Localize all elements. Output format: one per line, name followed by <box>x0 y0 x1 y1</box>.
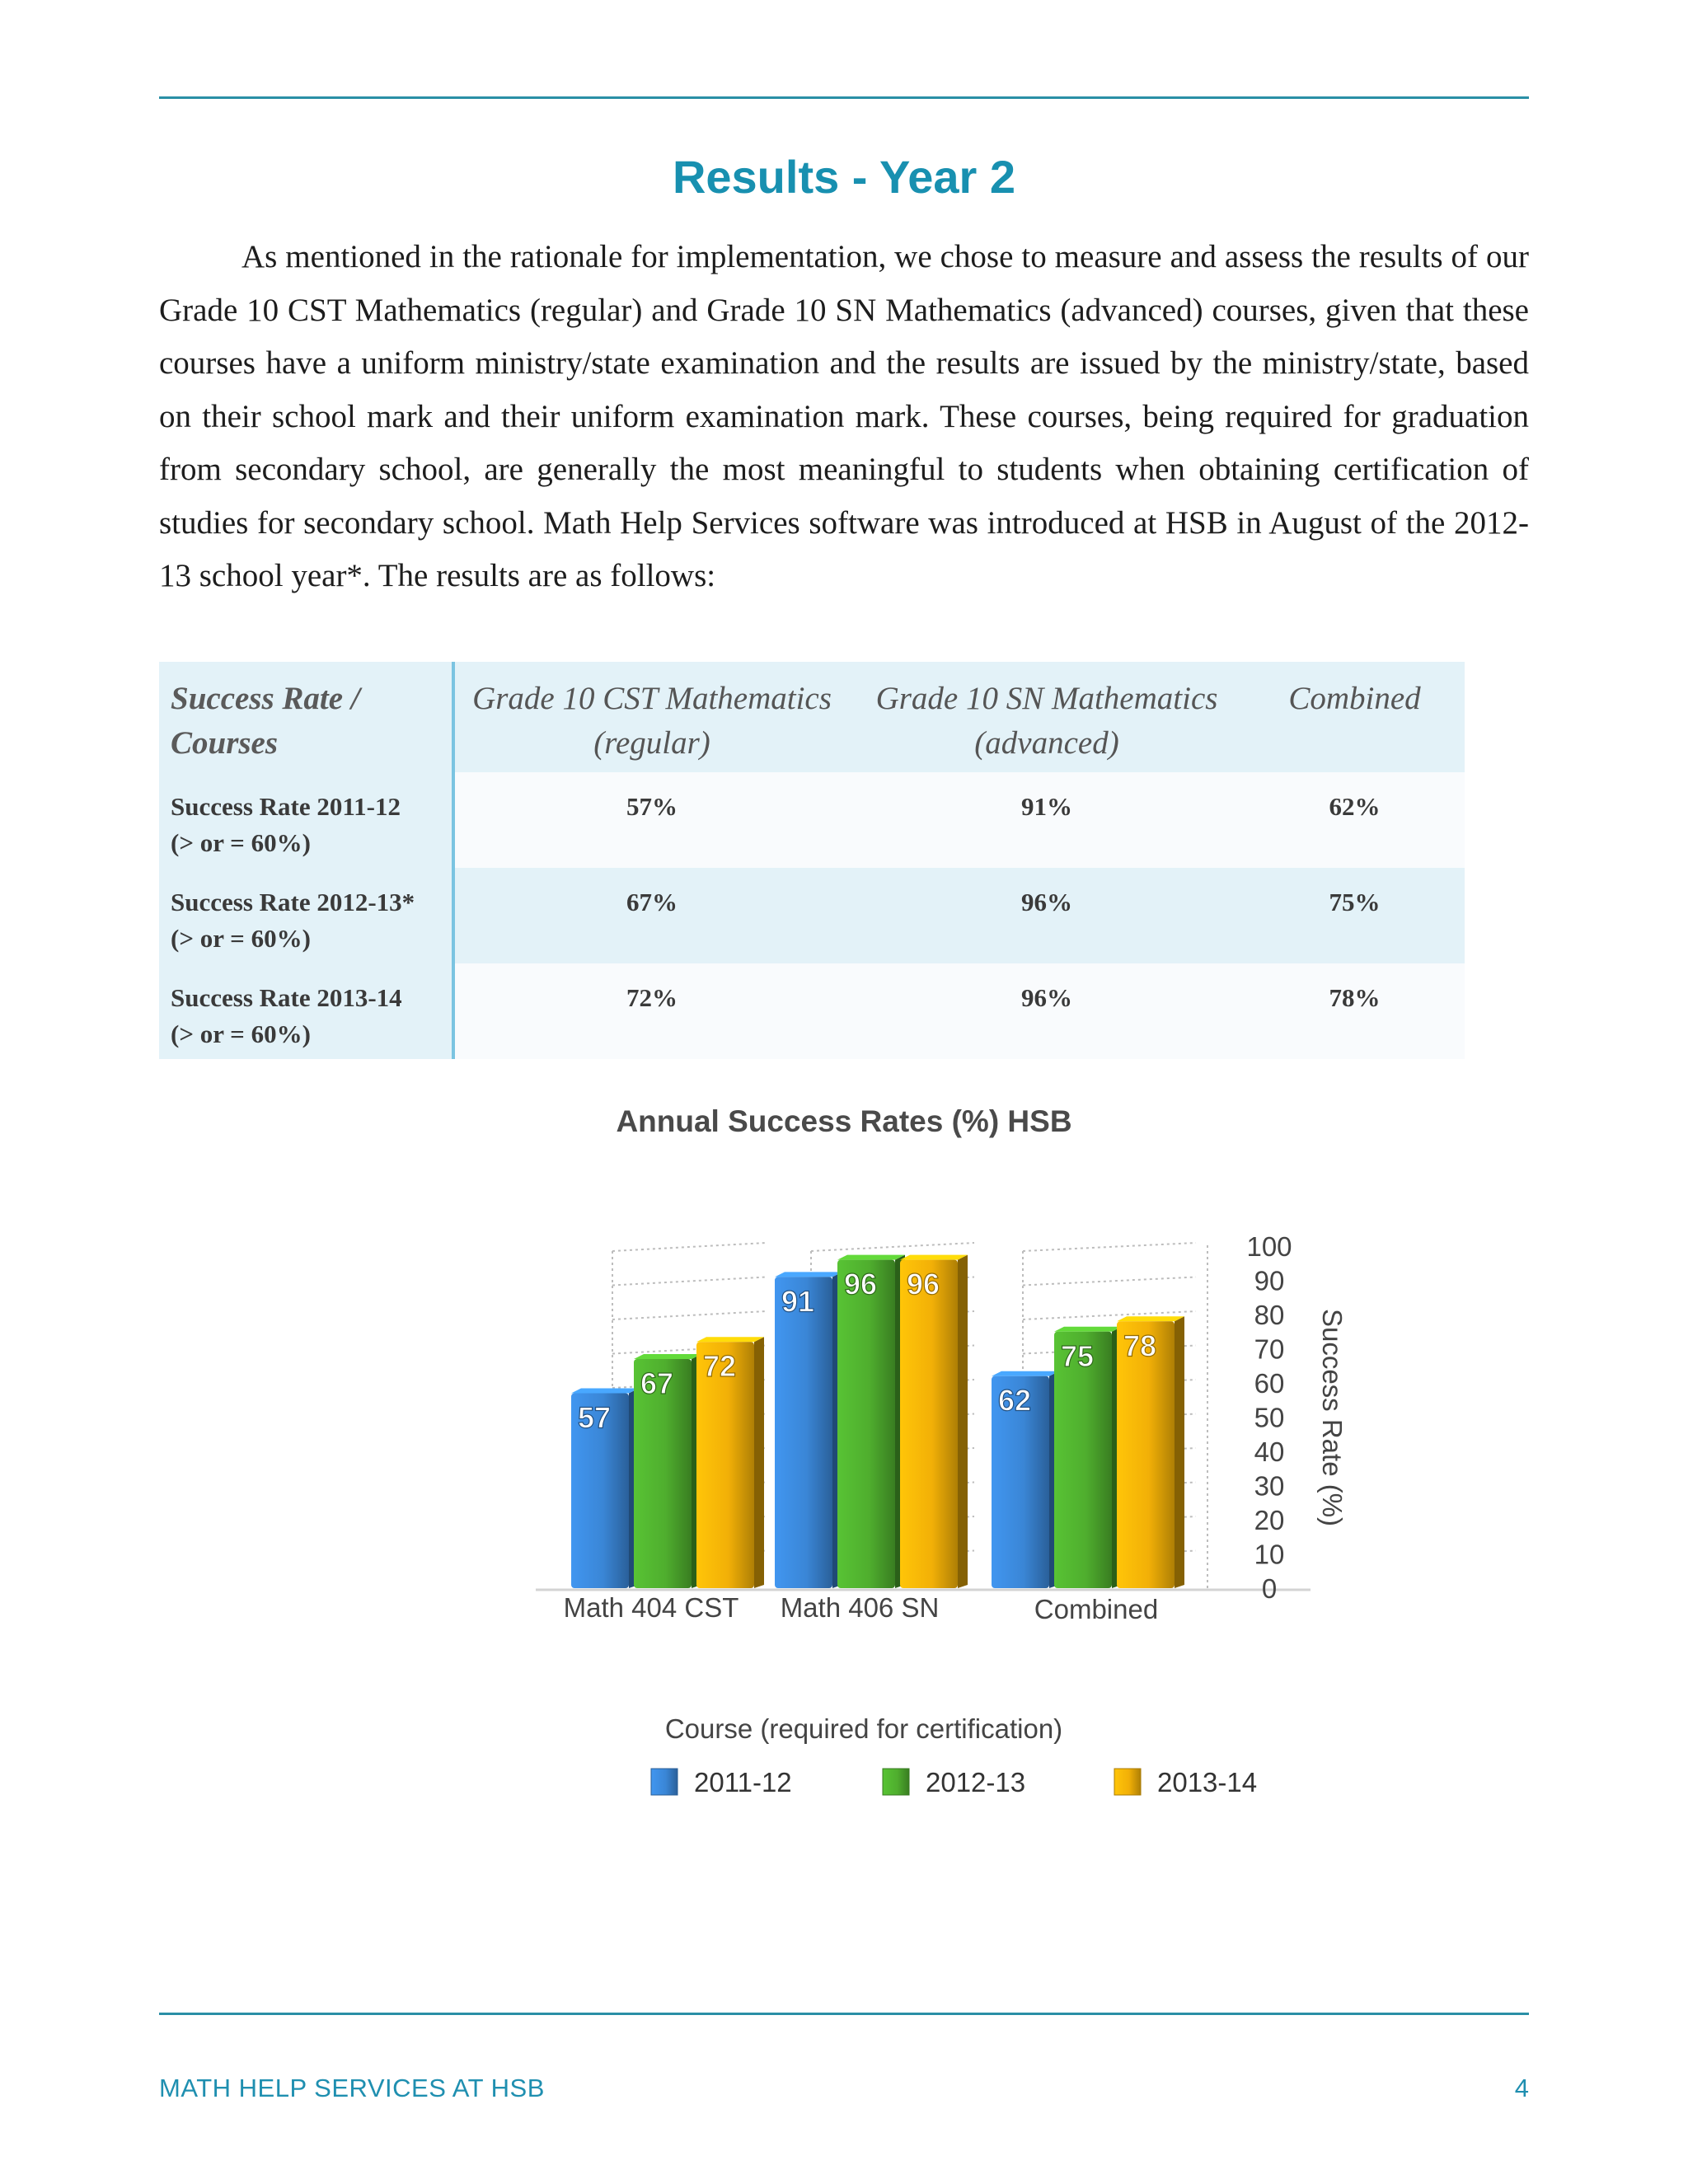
table-row <box>159 772 1465 868</box>
row-label-line1: Success Rate 2011-12 <box>171 792 401 821</box>
table-header-row <box>159 662 1465 772</box>
bar <box>837 1260 895 1588</box>
row-label <box>159 963 453 1059</box>
bar-value-label: 78 <box>1123 1329 1157 1363</box>
bar-side <box>1175 1316 1184 1588</box>
y-axis-label: Success Rate (%) <box>1317 1308 1348 1527</box>
cell-cst: 57% <box>453 772 849 868</box>
legend-swatch <box>1114 1769 1141 1795</box>
row-label <box>159 772 453 868</box>
gridline <box>811 1243 974 1251</box>
y-tick-label: 20 <box>1254 1505 1285 1535</box>
legend-label: 2013-14 <box>1157 1767 1258 1797</box>
category-label: Combined <box>1034 1594 1159 1624</box>
category-label: Math 406 SN <box>780 1592 940 1623</box>
footer-title: MATH HELP SERVICES AT HSB <box>159 2074 545 2102</box>
bar-value-label: 67 <box>640 1366 674 1400</box>
header-corner <box>159 662 453 772</box>
y-tick-label: 50 <box>1254 1402 1285 1433</box>
y-tick-label: 100 <box>1246 1231 1292 1262</box>
row-label-line2: (> or = 60%) <box>171 1019 311 1048</box>
cell-cst: 67% <box>453 868 849 963</box>
gridline <box>1023 1243 1196 1251</box>
y-tick-label: 0 <box>1261 1573 1278 1604</box>
success-rate-bar-chart <box>0 1137 1688 1821</box>
header-sn-line1: Grade 10 SN Mathematics <box>875 681 1218 716</box>
header-cst-line2: (regular) <box>593 725 710 761</box>
bar-top <box>1117 1316 1184 1321</box>
page-number: 4 <box>1514 2074 1529 2102</box>
gridline <box>612 1243 766 1251</box>
y-tick-label: 10 <box>1254 1539 1285 1570</box>
results-table <box>159 662 1465 1059</box>
cell-sn: 91% <box>849 772 1245 868</box>
bar-value-label: 96 <box>843 1267 878 1301</box>
page-title: Results - Year 2 <box>672 151 1016 203</box>
gridline <box>612 1277 766 1286</box>
header-combined-label: Combined <box>1288 681 1421 716</box>
y-tick-label: 40 <box>1254 1436 1285 1467</box>
bar <box>775 1277 832 1588</box>
header-rule <box>159 96 1529 99</box>
bar-value-label: 57 <box>577 1400 612 1435</box>
bar-side <box>754 1337 764 1588</box>
y-tick-label: 90 <box>1254 1265 1285 1296</box>
bar-top <box>992 1371 1059 1376</box>
bar-value-label: 62 <box>997 1383 1032 1418</box>
table-row <box>159 868 1465 963</box>
legend-label: 2012-13 <box>926 1767 1026 1797</box>
bar <box>900 1260 958 1588</box>
bar-value-label: 91 <box>781 1284 815 1319</box>
bar-top <box>571 1388 639 1393</box>
header-corner-line2: Courses <box>171 725 279 761</box>
legend-swatch <box>883 1769 909 1795</box>
y-tick-label: 80 <box>1254 1300 1285 1330</box>
bar-value-label: 75 <box>1060 1338 1095 1373</box>
row-label-line1: Success Rate 2013-14 <box>171 983 402 1012</box>
legend-swatch <box>651 1769 678 1795</box>
intro-paragraph: As mentioned in the rationale for implementation, we chose to measure and assess the results of our Grade 10 CST Mathematics (regular) and Grade 10 SN Mathematics (advanced) courses, given that these courses have a uniform ministry/state examination and the results are issued by the ministry/state, based on their school mark and their uniform examination mark. These courses, being required for graduation from secondary school, are generally the most meaningful to students when obtaining certification of studies for secondary school. Math Help Services software was introduced at HSB in August of the 2012-13 school year*. The results are as follows: <box>159 239 1529 593</box>
bar-top <box>1054 1327 1122 1332</box>
x-axis-label: Course (required for certification) <box>664 1713 1063 1744</box>
bar-top <box>696 1337 764 1342</box>
gridline <box>1023 1277 1196 1286</box>
cell-combined: 75% <box>1245 868 1465 963</box>
cell-cst: 72% <box>453 963 849 1059</box>
bar-side <box>958 1255 968 1588</box>
legend-label: 2011-12 <box>694 1767 792 1797</box>
bar-top <box>775 1272 842 1277</box>
chart-title: Annual Success Rates (%) HSB <box>616 1104 1072 1138</box>
header-combined <box>1245 662 1465 772</box>
bar-top <box>837 1255 905 1260</box>
header-cst-line1: Grade 10 CST Mathematics <box>472 681 832 716</box>
header-cst <box>453 662 849 772</box>
gridline <box>612 1311 766 1319</box>
table-row <box>159 963 1465 1059</box>
header-sn <box>849 662 1245 772</box>
header-sn-line2: (advanced) <box>974 725 1119 761</box>
y-tick-label: 70 <box>1254 1333 1285 1365</box>
y-tick-label: 60 <box>1254 1368 1285 1399</box>
bar-top <box>634 1354 701 1359</box>
cell-combined: 78% <box>1245 963 1465 1059</box>
row-label <box>159 868 453 963</box>
header-corner-line1: Success Rate / <box>171 681 360 716</box>
bar-value-label: 72 <box>702 1349 737 1384</box>
category-label: Math 404 CST <box>563 1592 739 1623</box>
row-label-line2: (> or = 60%) <box>171 828 311 857</box>
bar-value-label: 96 <box>906 1267 940 1301</box>
bar-top <box>900 1255 968 1260</box>
cell-sn: 96% <box>849 868 1245 963</box>
y-tick-label: 30 <box>1254 1470 1285 1502</box>
cell-sn: 96% <box>849 963 1245 1059</box>
row-label-line2: (> or = 60%) <box>171 924 311 953</box>
footer-rule <box>159 2013 1529 2015</box>
row-label-line1: Success Rate 2012-13* <box>171 888 415 916</box>
cell-combined: 62% <box>1245 772 1465 868</box>
